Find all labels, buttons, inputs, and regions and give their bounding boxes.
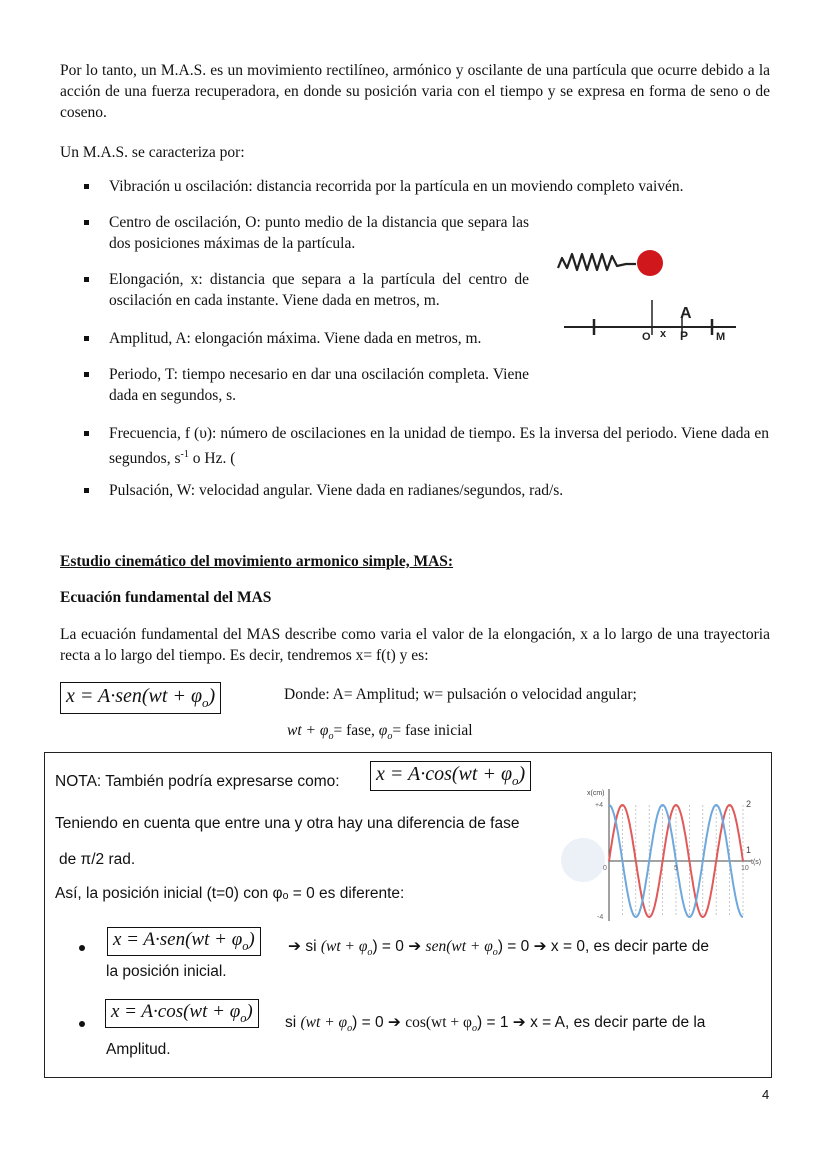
y-tick-label: -4 [597, 914, 604, 921]
bullet-text: Centro de oscilación, O: punto medio de la distancia que separa las dos posiciones máximas de la partícula. [109, 214, 529, 252]
spring-diagram [548, 236, 748, 356]
nota-line3: de π/2 rad. [59, 851, 136, 868]
item1-line2: la posición inicial. [106, 963, 227, 980]
bullet-marker [84, 277, 89, 282]
bullet-marker [84, 431, 89, 436]
item1-bullet [79, 945, 85, 951]
series-label-1: 1 [746, 845, 752, 855]
frecuencia-sup: -1 [180, 449, 189, 460]
x-tick-label: 10 [741, 865, 749, 872]
series-label-2: 2 [746, 799, 752, 809]
x-tick-label: 5 [674, 865, 678, 872]
main-equation: $x = A\cdot sen(wt + \varphi_o)$ [60, 682, 221, 714]
watermark-circle [561, 838, 605, 882]
bullet-text: Pulsación, W: velocidad angular. Viene dada en radianes/segundos, rad/s. [109, 482, 564, 499]
bullet-text: Amplitud, A: elongación máxima. Viene dada en metros, m. [109, 330, 482, 347]
frecuencia-text: Frecuencia, f (υ): número de oscilaciones en la unidad de tiempo. Es la inversa del periodo. Viene dada en segundos, s [109, 425, 769, 468]
label-p: P [680, 329, 689, 343]
section-title: Estudio cinemático del movimiento armonico simple, MAS: [60, 553, 454, 570]
label-a: A [680, 305, 692, 322]
characterized-line: Un M.A.S. se caracteriza por: [60, 144, 245, 161]
item1-condition: ➔ si $(wt + \varphi_o) = 0$ ➔ $sen(wt + \varphi_o) = 0$ ➔ x = 0, es decir parte de [288, 938, 710, 959]
bullet-text: Elongación, x: distancia que separa a la partícula del centro de oscilación en cada instante. Viene dada en metros, m. [109, 271, 529, 309]
page-number: 4 [762, 1087, 770, 1102]
nota-line2: Teniendo en cuenta que entre una y otra hay una diferencia de fase [55, 815, 520, 832]
cos-equation: $x = A\cdot\cos(wt + \varphi_o)$ [370, 761, 531, 791]
label-m: M [716, 331, 726, 343]
item2-equation: $x = A\cdot\cos(wt + \varphi_o)$ [105, 999, 259, 1028]
nota-line4: Así, la posición inicial (t=0) con φₒ = 0 es diferente: [55, 885, 405, 902]
nota-box [44, 752, 772, 1078]
label-x: x [660, 328, 667, 340]
frecuencia-after: o Hz. ( [188, 450, 236, 468]
particle-ball [637, 250, 663, 276]
bullet-marker [84, 488, 89, 493]
bullet-text: Vibración u oscilación: distancia recorrida por la partícula en un moviendo completo vaivén. [109, 178, 684, 195]
nota-line1: NOTA: También podría expresarse como: [55, 773, 340, 790]
x-tick-label: 0 [603, 865, 607, 872]
spring-coil [558, 254, 636, 270]
y-axis-label: x(cm) [587, 790, 605, 797]
section-paragraph: La ecuación fundamental del MAS describe como varia el valor de la elongación, x a lo largo de una trayectoria recta a lo largo del tiempo. Es decir, tendremos x= f(t) y es: [60, 626, 770, 664]
mas-chart [543, 785, 771, 925]
section-subtitle: Ecuación fundamental del MAS [60, 589, 272, 606]
item1-equation: $x = A\cdot sen(wt + \varphi_o)$ [107, 927, 261, 956]
bullet-marker [84, 220, 89, 225]
y-tick-label: +4 [595, 802, 603, 809]
donde-text: Donde: A= Amplitud; w= pulsación o velocidad angular; [284, 686, 637, 703]
item2-bullet [79, 1021, 85, 1027]
bullet-marker [84, 336, 89, 341]
bullet-text: Periodo, T: tiempo necesario en dar una oscilación completa. Viene dada en segundos, s. [109, 366, 529, 404]
item2-line2: Amplitud. [106, 1041, 171, 1058]
label-o: O [642, 331, 651, 343]
bullet-marker [84, 184, 89, 189]
bullet-marker [84, 372, 89, 377]
intro-paragraph: Por lo tanto, un M.A.S. es un movimiento rectilíneo, armónico y oscilante de una partícula que ocurre debido a la acción de una fuerza recuperadora, en donde su posición varia con el tiempo y se expresa en forma de seno o de coseno. [60, 62, 770, 121]
item2-condition: si $(wt + \varphi_o) = 0$ ➔ $\cos(wt + \varphi_o) = 1$ ➔ x = A, es decir parte de la [285, 1014, 706, 1035]
fase-line: wt + $\varphi_o=$ fase, $\varphi_o=$ fase inicial [287, 722, 473, 743]
x-axis-label: t(s) [751, 859, 762, 866]
bullet-text [109, 423, 769, 469]
